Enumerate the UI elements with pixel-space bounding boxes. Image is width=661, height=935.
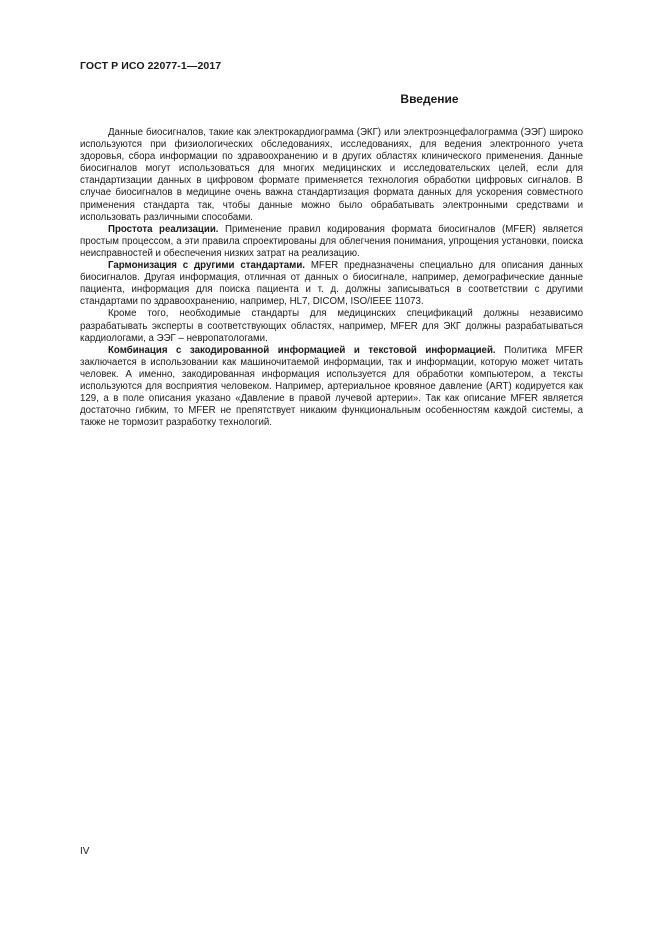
paragraph-text: Применение правил кодирования формата биосигналов (MFER) является простым процессом, а эти правила спроектированы для облегчения понимания, упрощения установки, поиска неисправностей и обеспечения низких затрат на реализацию.: [80, 223, 584, 259]
paragraph: [80, 127, 583, 224]
paragraph-text: Кроме того, необходимые стандарты для медицинских спецификаций должны независимо разрабатывать эксперты в соответствующих областях, например, MFER для ЭКГ должны разрабатываться кардиологами, а ЭЭГ – невропатологами.: [80, 308, 583, 344]
paragraph: [80, 260, 583, 308]
document-header: ГОСТ Р ИСО 22077-1—2017: [80, 60, 222, 72]
section-title: Введение: [400, 92, 459, 106]
paragraph-text: Политика MFER заключается в использовании как машиночитаемой информации, так и информации, которую может читать человек. А именно, закодированная информация используется для обработки компьютером, а тексты используются для восприятия человеком. Например, артериальное кровяное давление (ART) кодируется как 129, а в поле описания указано «Давление в правой лучевой артерии». Так как описание MFER является достаточно гибким, то MFER не препятствует никаким функциональным особенностям каждой системы, а также не тормозит разработку технологий.: [80, 344, 583, 429]
paragraph-lead: Гармонизация с другими стандартами.: [108, 260, 305, 272]
paragraph-lead: Комбинация с закодированной информацией и текстовой информацией.: [108, 344, 496, 356]
paragraph-text: Данные биосигналов, такие как электрокардиограмма (ЭКГ) или электроэнцефалограмма (ЭЭГ) широко используются при физиологических обследованиях, исследованиях, для ведения электронного учета здоровья, сбора информации по здравоохранению и в других областях клинического применения. Данные биосигналов могут использоваться для многих медицинских и исследовательских целей, если для стандартизации данных в цифровом формате применяется технология обработки цифровых сигналов. В случае биосигналов в медицине очень важна стандартизация формата данных для ускорения совместного применения стандарта так, чтобы данные можно было обрабатывать электронными средствами и использовать различными способами.: [80, 127, 583, 223]
body-text: [80, 127, 583, 429]
paragraph: [80, 308, 583, 344]
paragraph: [80, 224, 583, 260]
page-number: IV: [80, 846, 90, 857]
paragraph-lead: Простота реализации.: [108, 223, 219, 235]
paragraph: [80, 345, 583, 430]
paragraph-text: MFER предназначены специально для описания данных биосигналов. Другая информация, отличная от данных о биосигнале, например, демографические данные пациента, информация для поиска пациента и т. д. должны записываться в соответствии с другими стандартами по здравоохранению, например, HL7, DICOM, ISO/IEEE 11073.: [80, 260, 583, 308]
